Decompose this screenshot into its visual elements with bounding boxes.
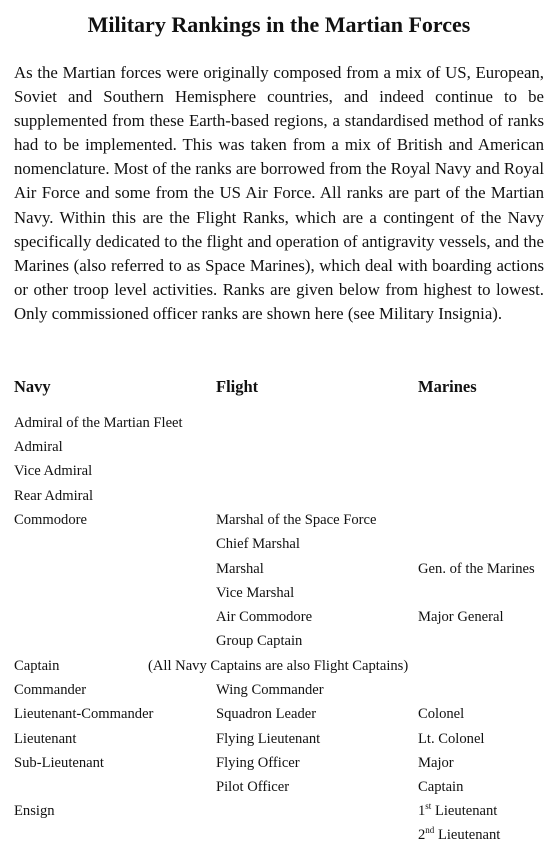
marines-rank: Lt. Colonel — [418, 731, 485, 747]
captain-note: (All Navy Captains are also Flight Captains) — [148, 658, 409, 674]
marines-rank: Major General — [418, 609, 504, 625]
marines-rank: Captain — [418, 779, 464, 795]
column-header-flight: Flight — [216, 377, 259, 396]
marines-rank: Colonel — [418, 706, 465, 722]
flight-rank: Chief Marshal — [216, 536, 300, 552]
flight-rank: Group Captain — [216, 633, 303, 649]
navy-rank: Rear Admiral — [14, 488, 94, 504]
navy-rank: Lieutenant-Commander — [14, 706, 154, 722]
navy-rank: Admiral of the Martian Fleet — [14, 415, 183, 431]
flight-rank: Squadron Leader — [216, 706, 317, 722]
navy-rank: Commodore — [14, 512, 87, 528]
flight-rank: Wing Commander — [216, 682, 324, 698]
column-header-marines: Marines — [418, 377, 477, 396]
flight-rank: Marshal of the Space Force — [216, 512, 377, 528]
navy-rank: Sub-Lieutenant — [14, 755, 104, 771]
navy-rank: Commander — [14, 682, 87, 698]
column-header-navy: Navy — [14, 377, 51, 396]
navy-rank: Vice Admiral — [14, 463, 93, 479]
navy-rank: Admiral — [14, 439, 63, 455]
marines-rank: Gen. of the Marines — [418, 561, 535, 577]
flight-rank: Pilot Officer — [216, 779, 290, 795]
flight-rank: Flying Officer — [216, 755, 300, 771]
flight-rank: Vice Marshal — [216, 585, 295, 601]
flight-rank: Marshal — [216, 561, 264, 577]
navy-rank: Ensign — [14, 803, 55, 819]
marines-rank-second-lieutenant: 2nd Lieutenant — [418, 825, 501, 843]
intro-paragraph: As the Martian forces were originally composed from a mix of US, European, Soviet and Southern Hemisphere countries, and indeed continue to be supplemented from these Earth-based regions, a standardised method of ranks had to be implemented. This was taken from a mix of British and American nomenclature. Most of the ranks are borrowed from the Royal Navy and Royal Air Force and some from the US Air Force. All ranks are part of the Martian Navy. Within this are the Flight Ranks, which are a contingent of the Navy specifically dedicated to the flight and operation of antigravity vessels, and the Marines (also referred to as Space Marines), which deal with boarding actions or other troop level activities. Ranks are given below from highest to lowest. Only commissioned officer ranks are shown here (see Military Insignia). — [14, 63, 544, 323]
flight-rank: Flying Lieutenant — [216, 731, 321, 747]
navy-rank: Lieutenant — [14, 731, 77, 747]
flight-rank: Air Commodore — [216, 609, 313, 625]
navy-rank: Captain — [14, 658, 60, 674]
marines-rank: Major — [418, 755, 454, 771]
marines-rank-first-lieutenant: 1st Lieutenant — [418, 801, 498, 819]
page-title: Military Rankings in the Martian Forces — [87, 12, 471, 37]
